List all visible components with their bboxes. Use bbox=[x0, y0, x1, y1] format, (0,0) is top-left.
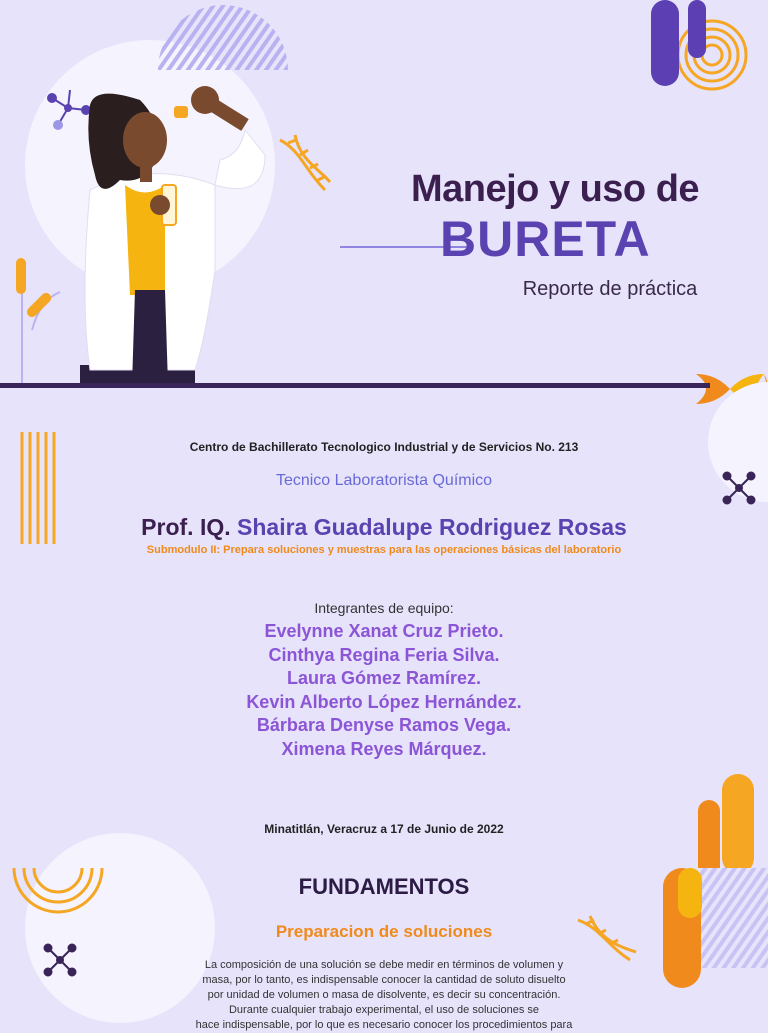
team-member: Ximena Reyes Márquez. bbox=[281, 738, 487, 759]
dna-icon bbox=[280, 135, 330, 190]
professor-prefix: Prof. IQ. bbox=[141, 514, 231, 540]
cover-subtitle: Reporte de práctica bbox=[522, 278, 698, 300]
title-line1: Manejo y uso de bbox=[410, 168, 700, 210]
fundamentos-subtitle: Preparacion de soluciones bbox=[275, 922, 493, 941]
purple-bar bbox=[651, 0, 679, 86]
body-line: por unidad de volumen o masa de disolvente, es decir su concentración. bbox=[207, 989, 561, 1001]
purple-bar-small bbox=[688, 0, 706, 58]
wheat-decoration bbox=[16, 258, 60, 383]
submodule-text: Submodulo II: Prepara soluciones y muestras para las operaciones básicas del laboratorio bbox=[146, 544, 622, 556]
body-line: hace indispensable, por lo que es necesario conocer los procedimientos para bbox=[195, 1019, 573, 1031]
body-line: La composición de una solución se debe medir en términos de volumen y bbox=[204, 959, 564, 971]
career-name: Tecnico Laboratorista Químico bbox=[275, 472, 493, 489]
team-member: Kevin Alberto López Hernández. bbox=[246, 691, 522, 712]
fundamentos-slide bbox=[0, 868, 768, 1031]
professor-name: Shaira Guadalupe Rodriguez Rosas bbox=[237, 514, 627, 540]
striped-semicircle bbox=[158, 5, 288, 70]
fundamentos-body bbox=[190, 958, 578, 1033]
team-member: Laura Gómez Ramírez. bbox=[286, 668, 482, 688]
body-line: masa, por lo tanto, es indispensable conocer la cantidad de soluto disuelto bbox=[202, 974, 566, 986]
title-line2: BURETA bbox=[440, 211, 651, 267]
school-name: Centro de Bachillerato Tecnologico Industrial y de Servicios No. 213 bbox=[189, 440, 579, 454]
professor-line bbox=[0, 514, 768, 541]
team-member: Bárbara Denyse Ramos Vega. bbox=[256, 715, 512, 735]
place-date: Minatitlán, Veracruz a 17 de Junio de 2022 bbox=[264, 822, 504, 836]
team-members-list bbox=[0, 620, 768, 761]
body-line: Durante cualquier trabajo experimental, el uso de soluciones se bbox=[228, 1004, 539, 1016]
team-label: Integrantes de equipo: bbox=[314, 600, 454, 616]
floor-line bbox=[0, 383, 710, 388]
cover-slide bbox=[0, 0, 768, 430]
fundamentos-title: FUNDAMENTOS bbox=[298, 874, 470, 899]
team-member: Evelynne Xanat Cruz Prieto. bbox=[264, 621, 504, 641]
info-slide bbox=[0, 432, 768, 868]
team-member: Cinthya Regina Feria Silva. bbox=[268, 644, 500, 665]
